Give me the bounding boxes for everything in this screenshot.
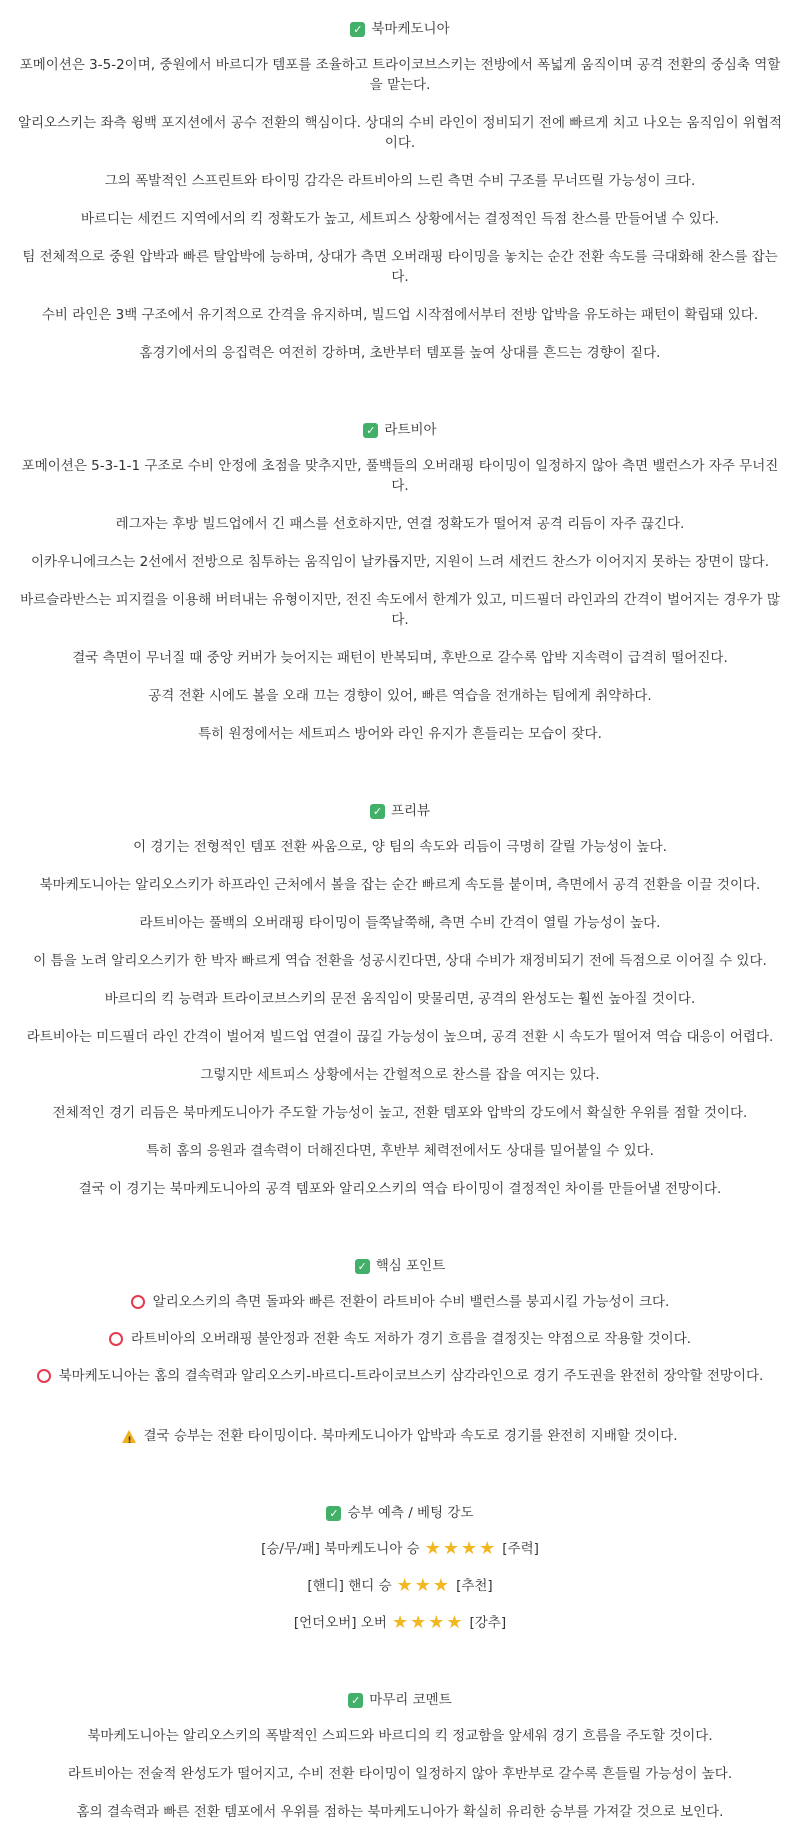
paragraph: 그의 폭발적인 스프린트와 타이밍 감각은 라트비아의 느린 측면 수비 구조를 무너뜨릴 가능성이 크다. xyxy=(104,173,696,189)
paragraph: 레그자는 후방 빌드업에서 긴 패스를 선호하지만, 연결 정확도가 떨어져 공격 리듬이 자주 끊긴다. xyxy=(115,516,685,532)
paragraph: 라트비아는 미드필더 라인 간격이 벌어져 빌드업 연결이 끊길 가능성이 높으며, 공격 전환 시 속도가 떨어져 역습 대응이 어렵다. xyxy=(26,1029,774,1045)
section-key-points xyxy=(16,1257,784,1386)
section-team1 xyxy=(16,20,784,363)
paragraph: 이 틈을 노려 알리오스키가 한 박자 빠르게 역습 전환을 성공시킨다면, 상대 수비가 재정비되기 전에 득점으로 이어질 수 있다. xyxy=(33,953,767,969)
bet-tag: [주력] xyxy=(502,1541,539,1557)
paragraph: 특히 원정에서는 세트피스 방어와 라인 유지가 흔들리는 모습이 잦다. xyxy=(198,726,602,742)
paragraph: 포메이션은 3-5-2이며, 중원에서 바르디가 템포를 조율하고 트라이코브스키는 전방에서 폭넓게 움직이며 공격 전환의 중심축 역할을 맡는다. xyxy=(19,57,781,93)
bet-label: [승/무/패] 북마케도니아 승 xyxy=(261,1541,420,1557)
section-heading xyxy=(16,1504,784,1522)
paragraph: 북마케도니아는 알리오스키가 하프라인 근처에서 볼을 잡는 순간 빠르게 속도를 붙이며, 측면에서 공격 전환을 이끌 것이다. xyxy=(39,877,761,893)
paragraph: 팀 전체적으로 중원 압박과 빠른 탈압박에 능하며, 상대가 측면 오버래핑 타이밍을 놓치는 순간 전환 속도를 극대화해 찬스를 잡는다. xyxy=(22,249,778,285)
paragraph: 이카우니에크스는 2선에서 전방으로 침투하는 움직임이 날카롭지만, 지원이 느려 세컨드 찬스가 이어지지 못하는 장면이 많다. xyxy=(30,554,770,570)
paragraph: 포메이션은 5-3-1-1 구조로 수비 안정에 초점을 맞추지만, 풀백들의 오버래핑 타이밍이 일정하지 않아 측면 밸런스가 자주 무너진다. xyxy=(21,458,779,494)
warning-text: 결국 승부는 전환 타이밍이다. 북마케도니아가 압박과 속도로 경기를 완전히 지배할 것이다. xyxy=(143,1428,678,1444)
paragraph: 바르디의 킥 능력과 트라이코브스키의 문전 움직임이 맞물리면, 공격의 완성도는 훨씬 높아질 것이다. xyxy=(104,991,696,1007)
paragraph: 공격 전환 시에도 볼을 오래 끄는 경향이 있어, 빠른 역습을 전개하는 팀에게 취약하다. xyxy=(148,688,652,704)
red-circle-icon xyxy=(37,1369,51,1383)
paragraph: 그렇지만 세트피스 상황에서는 간헐적으로 찬스를 잡을 여지는 있다. xyxy=(200,1067,600,1083)
check-mark-icon: ✓ xyxy=(363,423,378,438)
paragraph: 북마케도니아는 알리오스키의 폭발적인 스피드와 바르디의 킥 정교함을 앞세워 경기 흐름을 주도할 것이다. xyxy=(87,1728,713,1744)
check-mark-icon: ✓ xyxy=(326,1506,341,1521)
bet-row xyxy=(16,1576,784,1596)
paragraph: 홈의 결속력과 빠른 전환 템포에서 우위를 점하는 북마케도니아가 확실히 유리한 승부를 가져갈 것으로 보인다. xyxy=(76,1804,724,1820)
key-point-text: 라트비아의 오버래핑 불안정과 전환 속도 저하가 경기 흐름을 결정짓는 약점으로 작용할 것이다. xyxy=(130,1331,692,1347)
section-preview xyxy=(16,802,784,1199)
red-circle-icon xyxy=(109,1332,123,1346)
section-closing xyxy=(16,1691,784,1822)
bet-tag: [추천] xyxy=(456,1578,493,1594)
check-mark-icon: ✓ xyxy=(370,804,385,819)
heading-text: 핵심 포인트 xyxy=(375,1258,446,1274)
paragraph: 홈경기에서의 응집력은 여전히 강하며, 초반부터 템포를 높여 상대를 흔드는 경향이 짙다. xyxy=(139,345,661,361)
check-mark-icon: ✓ xyxy=(350,22,365,37)
bet-row xyxy=(16,1539,784,1559)
paragraph: 알리오스키는 좌측 윙백 포지션에서 공수 전환의 핵심이다. 상대의 수비 라인이 정비되기 전에 빠르게 치고 나오는 움직임이 위협적이다. xyxy=(17,115,783,151)
paragraph: 바르디는 세컨드 지역에서의 킥 정확도가 높고, 세트피스 상황에서는 결정적인 득점 찬스를 만들어낼 수 있다. xyxy=(80,211,720,227)
paragraph: 이 경기는 전형적인 템포 전환 싸움으로, 양 팀의 속도와 리듬이 극명히 갈릴 가능성이 높다. xyxy=(133,839,667,855)
key-point-text: 알리오스키의 측면 돌파와 빠른 전환이 라트비아 수비 밸런스를 붕괴시킬 가능성이 크다. xyxy=(152,1294,670,1310)
check-mark-icon: ✓ xyxy=(355,1259,370,1274)
star-icon: ★★★★ xyxy=(391,1612,465,1633)
key-point-text: 북마케도니아는 홈의 결속력과 알리오스키-바르디-트라이코브스키 삼각라인으로 경기 주도권을 완전히 장악할 전망이다. xyxy=(58,1368,764,1384)
section-heading xyxy=(16,1691,784,1709)
check-mark-icon: ✓ xyxy=(348,1693,363,1708)
paragraph: 특히 홈의 응원과 결속력이 더해진다면, 후반부 체력전에서도 상대를 밀어붙일 수 있다. xyxy=(146,1143,654,1159)
bet-row xyxy=(16,1613,784,1633)
paragraph: 결국 이 경기는 북마케도니아의 공격 템포와 알리오스키의 역습 타이밍이 결정적인 차이를 만들어낼 전망이다. xyxy=(78,1181,722,1197)
red-circle-icon xyxy=(131,1295,145,1309)
paragraph: 바르슬라반스는 피지컬을 이용해 버텨내는 유형이지만, 전진 속도에서 한계가 있고, 미드필더 라인과의 간격이 벌어지는 경우가 많다. xyxy=(20,592,780,628)
paragraph: 수비 라인은 3백 구조에서 유기적으로 간격을 유지하며, 빌드업 시작점에서부터 전방 압박을 유도하는 패턴이 확립돼 있다. xyxy=(41,307,759,323)
section-heading xyxy=(16,421,784,439)
bet-label: [언더오버] 오버 xyxy=(293,1615,387,1631)
section-heading xyxy=(16,20,784,38)
section-team2 xyxy=(16,421,784,744)
paragraph: 라트비아는 전술적 완성도가 떨어지고, 수비 전환 타이밍이 일정하지 않아 후반부로 갈수록 흔들릴 가능성이 높다. xyxy=(67,1766,733,1782)
warning-note xyxy=(16,1426,784,1446)
section-heading xyxy=(16,1257,784,1275)
key-point-item xyxy=(16,1292,784,1312)
section-prediction xyxy=(16,1504,784,1633)
heading-text: 북마케도니아 xyxy=(371,21,450,37)
section-heading xyxy=(16,802,784,820)
bet-label: [핸디] 핸디 승 xyxy=(307,1578,392,1594)
bet-tag: [강추] xyxy=(469,1615,507,1631)
paragraph: 전체적인 경기 리듬은 북마케도니아가 주도할 가능성이 높고, 전환 템포와 압박의 강도에서 확실한 우위를 점할 것이다. xyxy=(52,1105,748,1121)
paragraph: 결국 측면이 무너질 때 중앙 커버가 늦어지는 패턴이 반복되며, 후반으로 갈수록 압박 지속력이 급격히 떨어진다. xyxy=(72,650,728,666)
star-icon: ★★★★ xyxy=(424,1538,498,1559)
key-point-item xyxy=(16,1366,784,1386)
heading-text: 마무리 코멘트 xyxy=(369,1692,452,1708)
warning-icon xyxy=(122,1430,136,1443)
key-point-item xyxy=(16,1329,784,1349)
star-icon: ★★★ xyxy=(396,1575,452,1596)
heading-text: 승부 예측 / 베팅 강도 xyxy=(347,1505,474,1521)
heading-text: 프리뷰 xyxy=(390,803,431,819)
paragraph: 라트비아는 풀백의 오버래핑 타이밍이 들쭉날쭉해, 측면 수비 간격이 열릴 가능성이 높다. xyxy=(139,915,661,931)
heading-text: 라트비아 xyxy=(384,422,437,438)
